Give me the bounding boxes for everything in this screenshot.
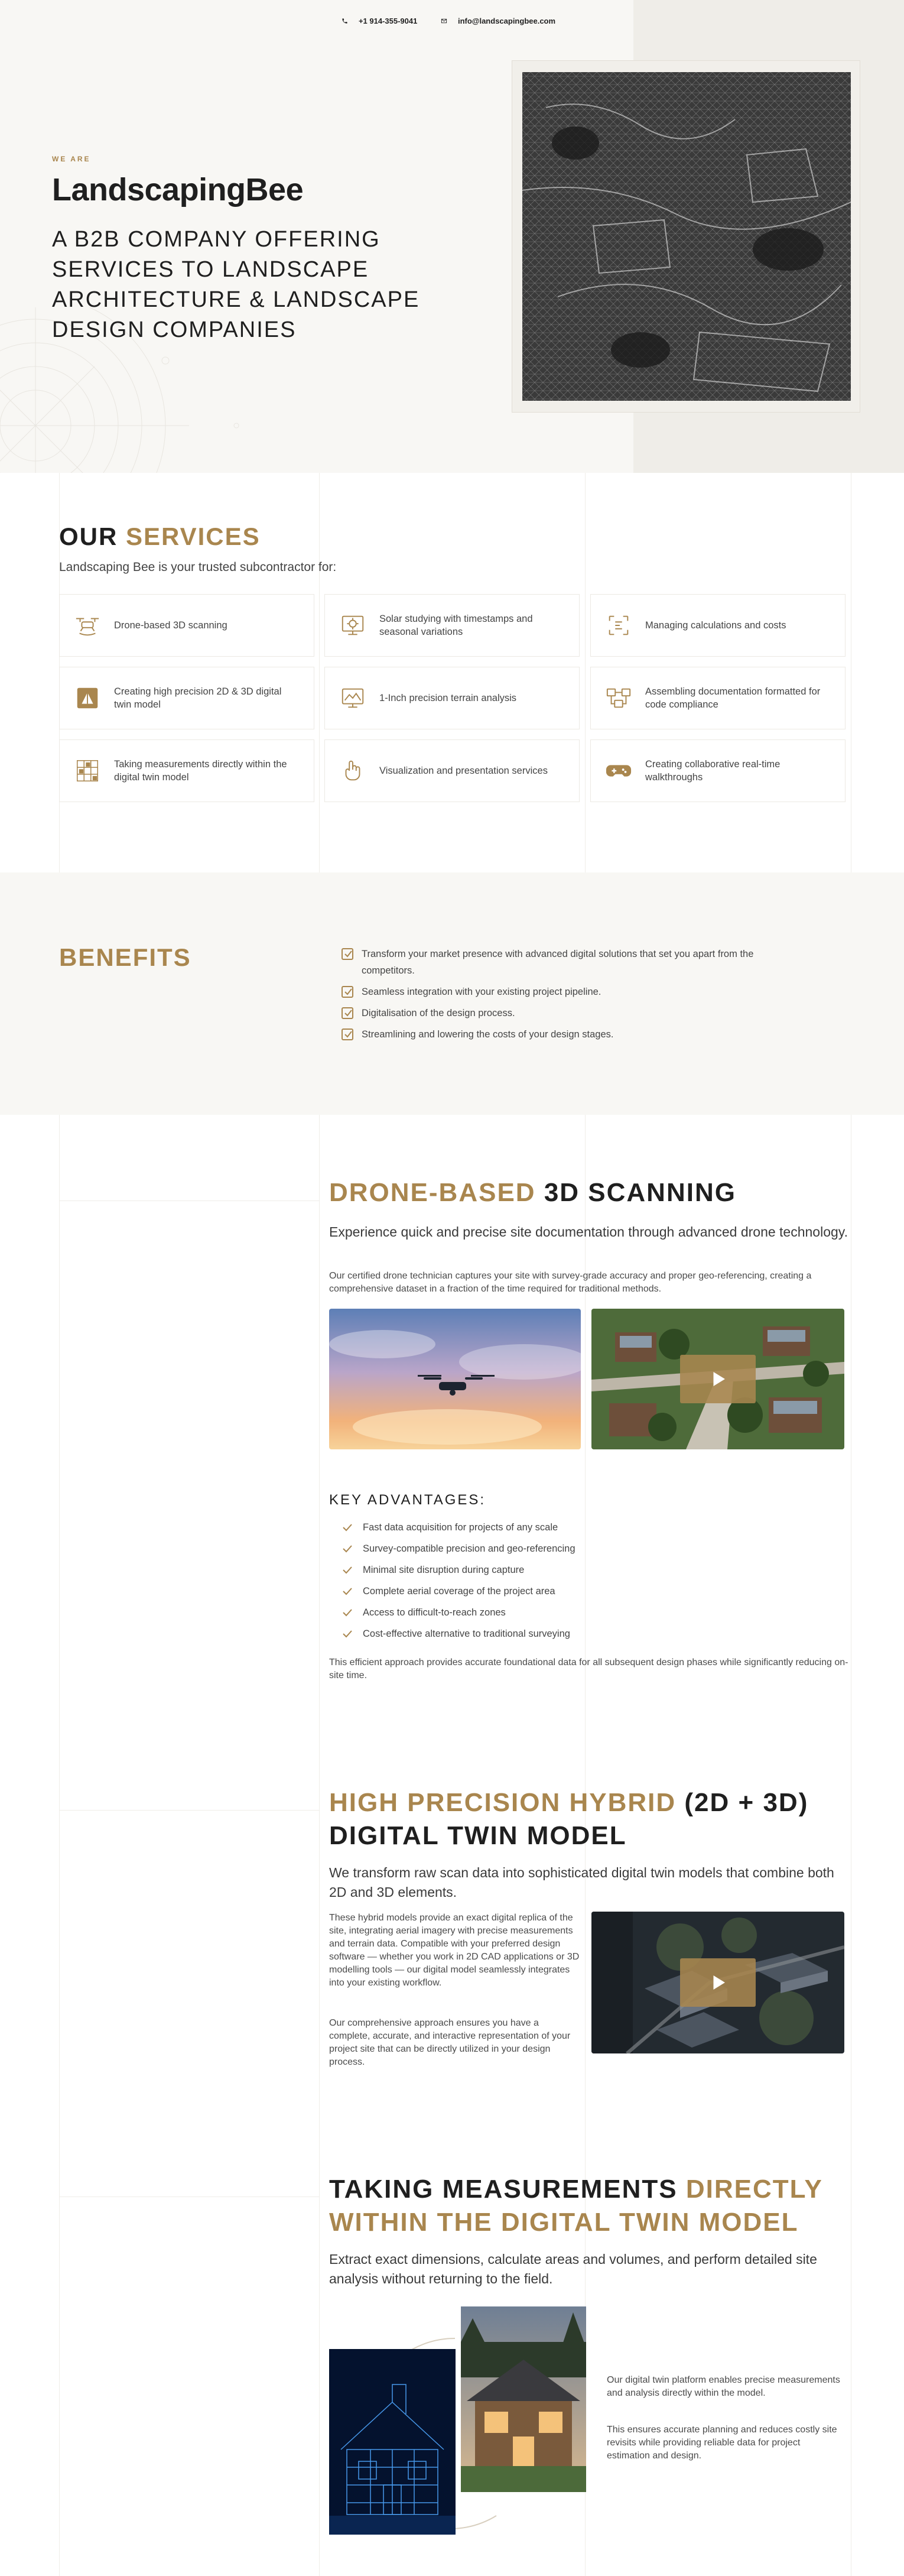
service-label: Drone-based 3D scanning xyxy=(114,620,227,631)
twin-heading-part-a: HIGH PRECISION HYBRID xyxy=(329,1788,677,1817)
phone-number: +1 914-355-9041 xyxy=(358,17,418,25)
advantage-item xyxy=(342,1538,575,1559)
measure-lead: Extract exact dimensions, calculate areas and volumes, and perform detailed site analysis without returning to the field. xyxy=(329,2251,817,2286)
measure-heading-part-b: DIRECTLY WITHIN THE DIGITAL TWIN MODEL xyxy=(329,2175,823,2237)
benefit-text: Digitalisation of the design process. xyxy=(362,1008,515,1018)
service-card-terrain-analysis xyxy=(324,667,580,729)
calculation-icon xyxy=(605,612,632,639)
drone-heading-part-b: 3D SCANNING xyxy=(544,1178,736,1207)
checkbox-icon xyxy=(342,986,353,998)
email-contact[interactable] xyxy=(441,17,562,25)
service-card-walkthroughs xyxy=(590,739,846,802)
phone-contact[interactable] xyxy=(342,17,424,25)
drone-heading-part-a: DRONE-BASED xyxy=(329,1178,536,1207)
play-icon xyxy=(707,1972,729,1993)
benefit-item xyxy=(342,946,791,979)
measure-body-1: Our digital twin platform enables precise measurements and analysis directly within the model. xyxy=(607,2375,840,2398)
check-icon xyxy=(342,1564,353,1576)
service-label: Taking measurements directly within the digital twin model xyxy=(114,759,287,783)
visualization-icon xyxy=(339,757,366,784)
service-card-measurements xyxy=(59,739,314,802)
hero-eyebrow: WE ARE xyxy=(52,155,91,163)
gamepad-icon xyxy=(605,757,632,784)
service-card-documentation xyxy=(590,667,846,729)
advantage-item xyxy=(342,1559,575,1581)
drone-heading xyxy=(329,1176,849,1209)
drone-body: Our certified drone technician captures your site with survey-grade accuracy and proper geo-referencing, creating a comprehensive dataset in a fraction of the time required for traditional methods. xyxy=(329,1271,812,1294)
content-section xyxy=(0,1115,904,2576)
benefits-heading: BENEFITS xyxy=(59,943,191,971)
hero-section xyxy=(0,0,904,473)
advantage-item xyxy=(342,1517,575,1538)
services-heading xyxy=(59,523,261,551)
twin-body-1: These hybrid models provide an exact digital replica of the site, integrating aerial imagery with precise measurements and terrain data. Compatible with your preferred design software — whether you work in 2D CAD applications or 3D modelling tools — our digital model seamlessly integrates into your existing workflow. xyxy=(329,1913,580,1988)
check-icon xyxy=(342,1628,353,1640)
hero-subtitle: A B2B COMPANY OFFERING SERVICES TO LANDSCAPE ARCHITECTURE & LANDSCAPE DESIGN COMPANIES xyxy=(52,227,420,342)
benefit-item xyxy=(342,1005,791,1021)
wireframe-house-image xyxy=(329,2349,456,2535)
email-icon xyxy=(441,18,447,24)
grid-line xyxy=(319,473,320,872)
service-card-calculations xyxy=(590,594,846,657)
play-button[interactable] xyxy=(680,1355,756,1403)
drone-icon xyxy=(74,612,101,639)
grid-line xyxy=(319,1115,320,2576)
advantage-item xyxy=(342,1623,575,1644)
check-icon xyxy=(342,1585,353,1597)
terrain-analysis-icon xyxy=(339,684,366,712)
twin-heading-part-b: (2D + 3D) DIGITAL TWIN MODEL xyxy=(329,1788,809,1850)
checkbox-icon xyxy=(342,1007,353,1019)
service-label: 1-Inch precision terrain analysis xyxy=(379,693,517,703)
service-label: Managing calculations and costs xyxy=(645,620,786,631)
benefits-section xyxy=(0,872,904,1115)
advantages-heading: KEY ADVANTAGES: xyxy=(329,1492,486,1508)
service-card-solar-study xyxy=(324,594,580,657)
benefit-text: Streamlining and lowering the costs of your design stages. xyxy=(362,1029,614,1040)
hero-mesh-scan-image xyxy=(522,72,851,401)
play-icon xyxy=(707,1368,729,1390)
digital-twin-icon xyxy=(74,684,101,712)
hero-title: LandscapingBee xyxy=(52,172,304,207)
service-card-visualization xyxy=(324,739,580,802)
advantage-text: Survey-compatible precision and geo-referencing xyxy=(363,1543,575,1554)
drone-closing: This efficient approach provides accurate foundational data for all subsequent design phases while significantly reducing on-site time. xyxy=(329,1657,848,1680)
advantages-list xyxy=(342,1517,575,1644)
measure-body-2: This ensures accurate planning and reduces costly site revisits while providing reliable data for project estimation and design. xyxy=(607,2425,837,2461)
grid-line xyxy=(585,473,586,872)
service-card-drone-scanning xyxy=(59,594,314,657)
services-section xyxy=(0,473,904,872)
drone-aerial-video[interactable] xyxy=(591,1309,844,1449)
contact-topbar xyxy=(0,17,904,26)
service-label: Assembling documentation formatted for code compliance xyxy=(645,686,821,710)
measurement-icon xyxy=(74,757,101,784)
benefit-item xyxy=(342,984,791,1000)
benefit-text: Seamless integration with your existing project pipeline. xyxy=(362,987,601,997)
advantage-text: Cost-effective alternative to traditional surveying xyxy=(363,1628,570,1639)
services-lead: Landscaping Bee is your trusted subcontractor for: xyxy=(59,560,337,574)
benefit-item xyxy=(342,1026,791,1043)
service-label: Creating high precision 2D & 3D digital twin model xyxy=(114,686,282,710)
measure-heading xyxy=(329,2173,849,2239)
measure-heading-part-a: TAKING MEASUREMENTS xyxy=(329,2175,678,2204)
advantage-item xyxy=(342,1581,575,1602)
check-icon xyxy=(342,1607,353,1618)
twin-body-2: Our comprehensive approach ensures you have a complete, accurate, and interactive representation of your project site that can be directly utilized in your design process. xyxy=(329,2018,571,2067)
twin-model-video[interactable] xyxy=(591,1912,844,2053)
twin-lead: We transform raw scan data into sophisticated digital twin models that combine both 2D and 3D elements. xyxy=(329,1865,834,1900)
advantage-text: Access to difficult-to-reach zones xyxy=(363,1607,506,1618)
advantage-item xyxy=(342,1602,575,1623)
documentation-icon xyxy=(605,684,632,712)
drone-lead: Experience quick and precise site documentation through advanced drone technology. xyxy=(329,1224,848,1240)
check-icon xyxy=(342,1521,353,1533)
service-label: Creating collaborative real-time walkthroughs xyxy=(645,759,781,783)
advantage-text: Fast data acquisition for projects of any scale xyxy=(363,1522,558,1533)
service-label: Visualization and presentation services xyxy=(379,765,548,776)
solar-study-icon xyxy=(339,612,366,639)
phone-icon xyxy=(342,18,348,24)
rendered-house-image xyxy=(461,2306,586,2492)
services-heading-part-b: SERVICES xyxy=(126,523,261,550)
services-heading-part-a: OUR xyxy=(59,523,118,550)
advantage-text: Minimal site disruption during capture xyxy=(363,1565,525,1575)
advantage-text: Complete aerial coverage of the project area xyxy=(363,1586,555,1597)
checkbox-icon xyxy=(342,948,353,960)
email-address: info@landscapingbee.com xyxy=(457,17,556,25)
service-card-digital-twin xyxy=(59,667,314,729)
benefits-list xyxy=(342,946,791,1047)
twin-heading xyxy=(329,1786,849,1852)
grid-line xyxy=(59,1115,60,2576)
checkbox-icon xyxy=(342,1029,353,1040)
drone-sunset-photo xyxy=(329,1309,581,1449)
check-icon xyxy=(342,1543,353,1555)
divider-line xyxy=(59,1810,319,1811)
play-button[interactable] xyxy=(680,1958,756,2007)
benefit-text: Transform your market presence with advanced digital solutions that set you apart from the competitors. xyxy=(362,949,754,976)
service-label: Solar studying with timestamps and seasonal variations xyxy=(379,614,533,637)
